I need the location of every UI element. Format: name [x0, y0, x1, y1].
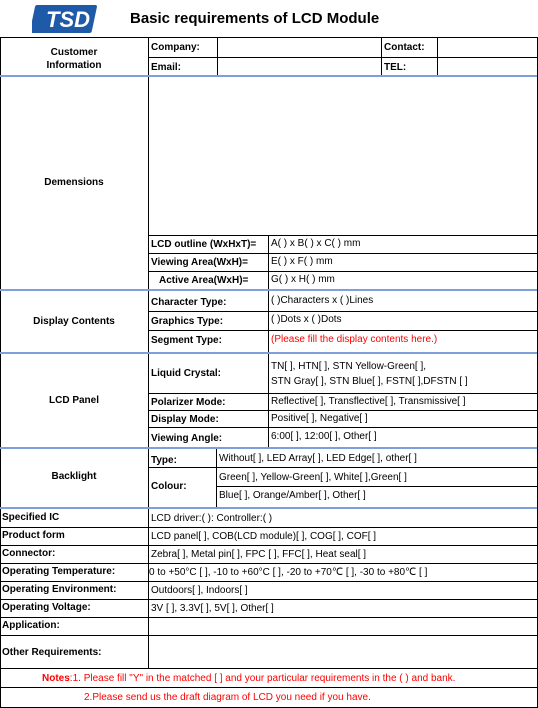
liquid-crystal-options-2[interactable]: STN Gray[ ], STN Blue[ ], FSTN[ ],DFSTN [ ]: [271, 376, 468, 387]
col-line: [268, 354, 269, 448]
notes-label: Notes: [42, 673, 70, 684]
col-line: [148, 37, 149, 76]
row-line: [148, 427, 537, 428]
section-separator: [0, 75, 537, 77]
row-line: [0, 617, 537, 618]
polarizer-mode-options[interactable]: Reflective[ ], Transflective[ ], Transmissive[ ]: [271, 396, 466, 407]
operating-voltage-label: Operating Voltage:: [2, 602, 91, 613]
col-line: [148, 509, 149, 668]
active-area-value[interactable]: G( ) x H( ) mm: [271, 274, 335, 285]
section-display-contents: Display Contents: [33, 316, 115, 327]
table-left-border: [0, 37, 1, 708]
row-line: [148, 235, 537, 236]
viewing-angle-label: Viewing Angle:: [151, 433, 223, 444]
col-line: [216, 449, 217, 508]
active-area-label: Active Area(WxH)=: [159, 275, 249, 286]
operating-environment-label: Operating Environment:: [2, 584, 117, 595]
row-line: [148, 330, 537, 331]
operating-temperature-label: Operating Temperature:: [2, 566, 116, 577]
product-form-options[interactable]: LCD panel[ ], COB(LCD module)[ ], COG[ ], COF[ ]: [151, 531, 377, 542]
operating-environment-options[interactable]: Outdoors[ ], Indoors[ ]: [151, 585, 248, 596]
character-type-label: Character Type:: [151, 297, 227, 308]
col-line: [148, 449, 149, 508]
liquid-crystal-options-1[interactable]: TN[ ], HTN[ ], STN Yellow-Green[ ],: [271, 361, 427, 372]
col-line: [148, 291, 149, 353]
col-line: [268, 235, 269, 289]
row-line: [148, 311, 537, 312]
company-label: Company:: [151, 42, 200, 53]
viewing-angle-options[interactable]: 6:00[ ], 12:00[ ], Other[ ]: [271, 431, 377, 442]
connector-label: Connector:: [2, 548, 56, 559]
page-title: Basic requirements of LCD Module: [130, 10, 380, 27]
section-backlight: Backlight: [51, 471, 97, 482]
email-label: Email:: [151, 62, 182, 73]
row-line: [148, 410, 537, 411]
contact-field[interactable]: [438, 38, 536, 56]
backlight-colour-options-2[interactable]: Blue[ ], Orange/Amber[ ], Other[ ]: [219, 490, 366, 501]
viewing-area-value[interactable]: E( ) x F( ) mm: [271, 256, 333, 267]
notes-line-2: 2.Please send us the draft diagram of LCD you need if you have.: [84, 692, 371, 703]
segment-type-label: Segment Type:: [151, 335, 222, 346]
row-line: [0, 581, 537, 582]
drawing-area[interactable]: [149, 78, 536, 234]
specified-ic-label: Specified IC: [2, 512, 60, 523]
display-mode-label: Display Mode:: [151, 414, 219, 425]
backlight-type-options[interactable]: Without[ ], LED Array[ ], LED Edge[ ], other[ ]: [219, 453, 417, 464]
col-line: [268, 291, 269, 353]
company-field[interactable]: [218, 38, 380, 56]
row-line: [0, 527, 537, 528]
segment-type-hint[interactable]: (Please fill the display contents here.): [271, 334, 438, 345]
operating-temperature-options[interactable]: 0 to +50°C [ ], -10 to +60°C [ ], -20 to +70℃ [ ], -30 to +80℃ [ ]: [149, 567, 428, 578]
section-separator: [0, 507, 537, 509]
col-line: [148, 354, 149, 448]
lcd-outline-value[interactable]: A( ) x B( ) x C( ) mm: [271, 238, 361, 249]
connector-options[interactable]: Zebra[ ], Metal pin[ ], FPC [ ], FFC[ ], Heat seal[ ]: [151, 549, 367, 560]
row-line: [0, 635, 537, 636]
liquid-crystal-label: Liquid Crystal:: [151, 368, 222, 379]
viewing-area-label: Viewing Area(WxH)=: [151, 257, 248, 268]
tsd-logo: [32, 2, 102, 36]
row-line: [148, 467, 537, 468]
backlight-colour-label: Colour:: [151, 481, 187, 492]
specified-ic-value[interactable]: LCD driver:( ): Controller:( ): [151, 513, 273, 524]
backlight-colour-options-1[interactable]: Green[ ], Yellow-Green[ ], White[ ],Green[ ]: [219, 472, 407, 483]
contact-label: Contact:: [384, 42, 425, 53]
section-dimensions: Demensions: [44, 177, 104, 188]
display-mode-options[interactable]: Positive[ ], Negative[ ]: [271, 413, 368, 424]
other-requirements-label: Other Requirements:: [2, 647, 102, 658]
row-line: [216, 486, 537, 487]
row-line: [148, 393, 537, 394]
section-customer-information: Customer Information: [46, 47, 102, 71]
graphics-type-label: Graphics Type:: [151, 316, 224, 327]
operating-voltage-options[interactable]: 3V [ ], 3.3V[ ], 5V[ ], Other[ ]: [151, 603, 274, 614]
tel-label: TEL:: [384, 62, 407, 73]
notes-line-1: [42, 673, 455, 685]
backlight-type-label: Type:: [151, 455, 177, 466]
row-line: [0, 563, 537, 564]
col-line: [381, 37, 382, 76]
row-line: [0, 545, 537, 546]
tel-field[interactable]: [438, 58, 536, 75]
row-line: [0, 687, 537, 688]
email-field[interactable]: [218, 58, 380, 75]
row-line: [148, 253, 537, 254]
row-line: [148, 271, 537, 272]
notes-text-1: :1. Please fill "Y" in the matched [ ] and your particular requirements in the ( ) and bank.: [69, 673, 456, 684]
lcd-outline-label: LCD outline (WxHxT)=: [151, 239, 257, 250]
row-line: [0, 599, 537, 600]
section-lcd-panel: LCD Panel: [48, 395, 99, 406]
character-type-value[interactable]: ( )Characters x ( )Lines: [271, 295, 374, 306]
application-label: Application:: [2, 620, 60, 631]
row-line: [0, 668, 537, 669]
logo-text: TSD: [46, 7, 90, 32]
polarizer-mode-label: Polarizer Mode:: [151, 397, 226, 408]
section-separator: [0, 447, 537, 449]
product-form-label: Product form: [2, 530, 65, 541]
graphics-type-value[interactable]: ( )Dots x ( )Dots: [271, 314, 342, 325]
